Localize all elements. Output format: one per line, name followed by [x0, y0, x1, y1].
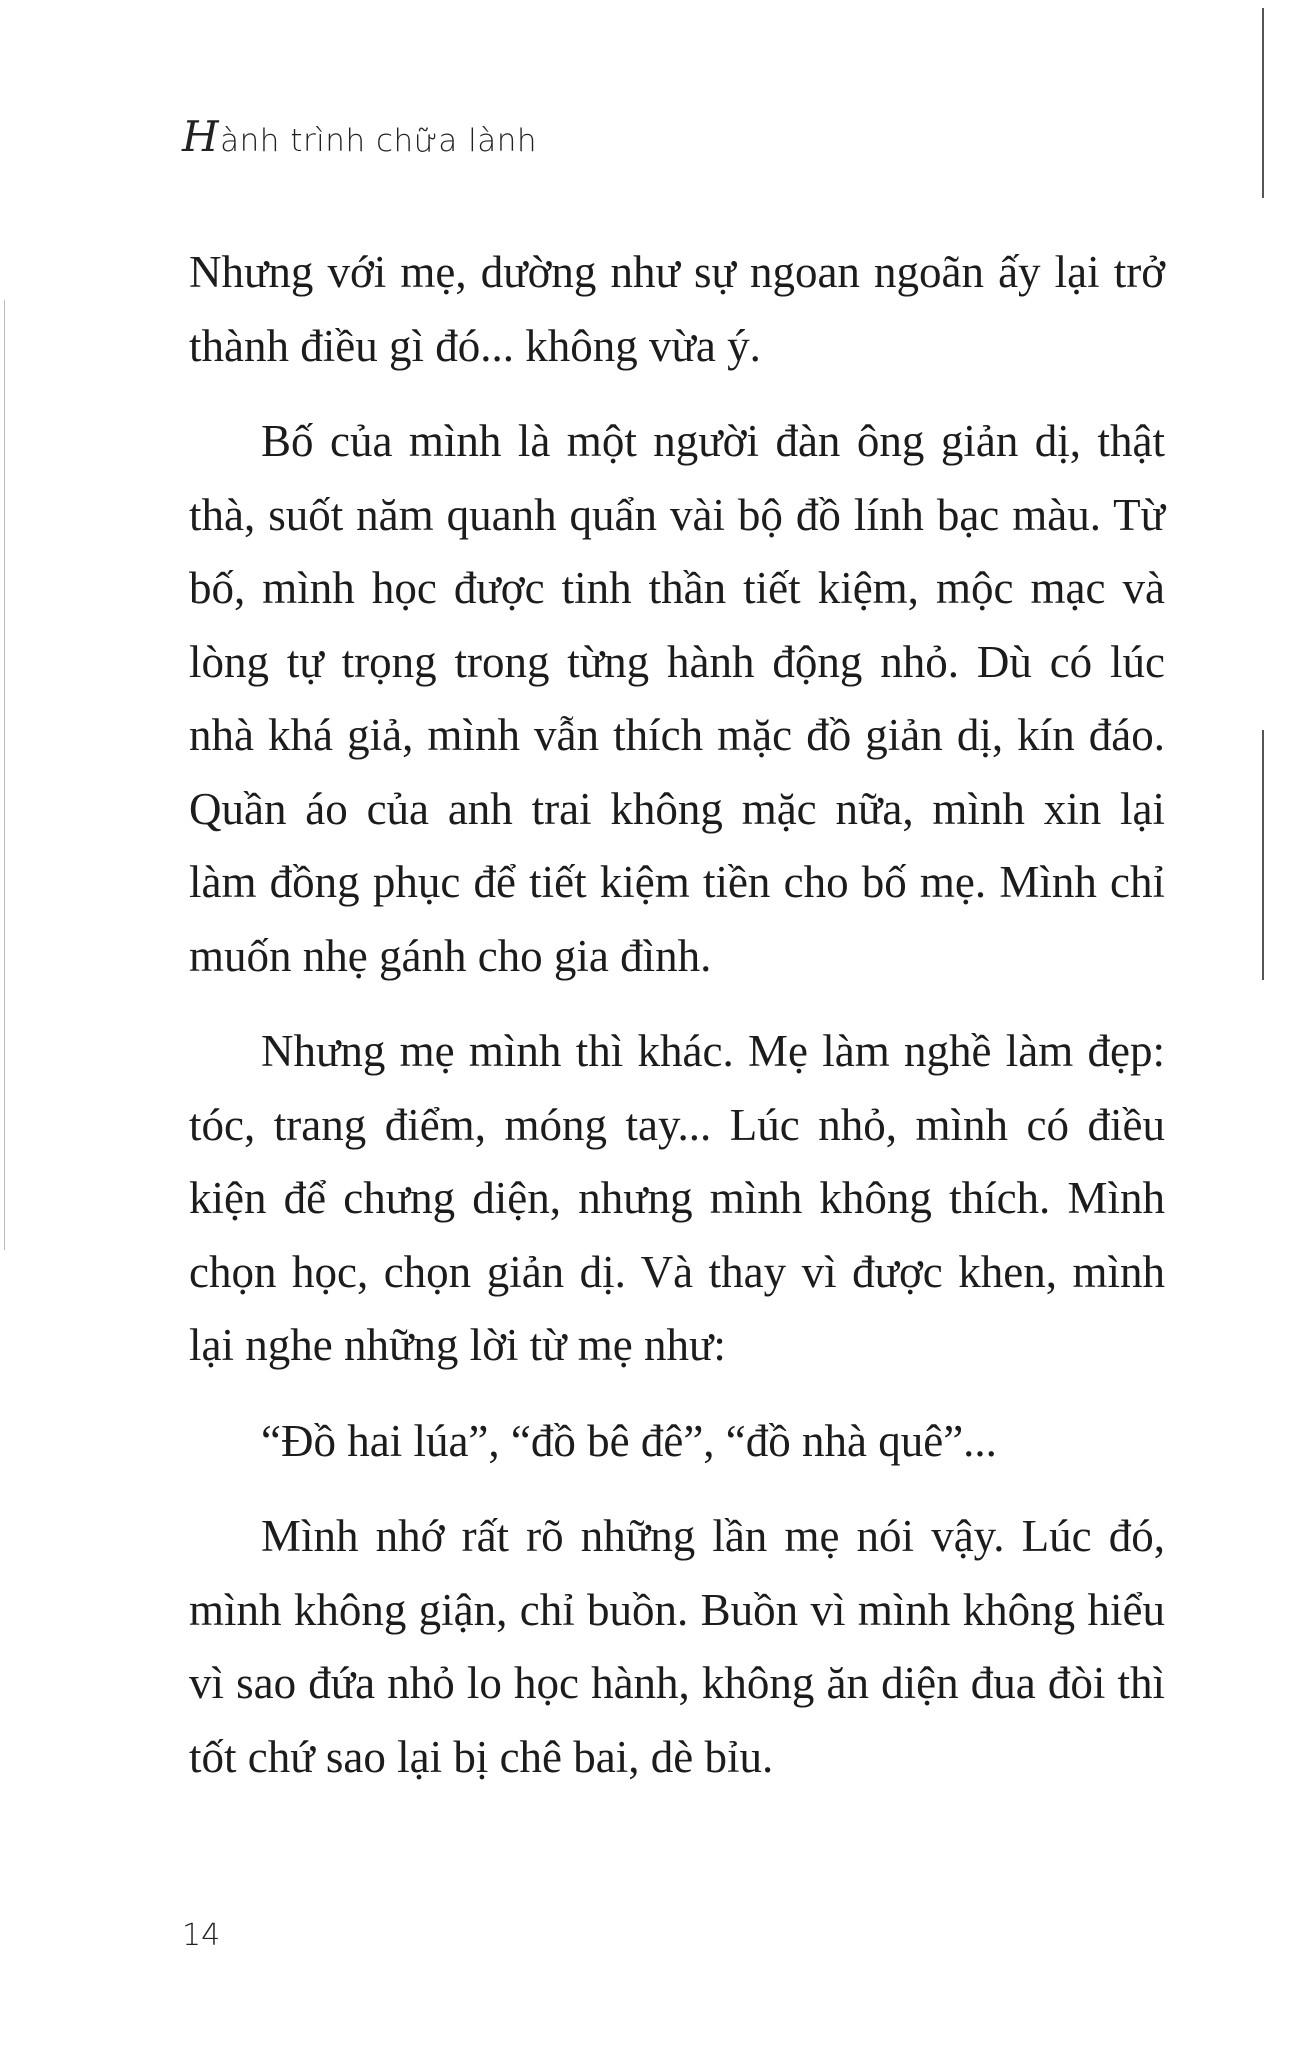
scan-edge-line: [1262, 730, 1264, 980]
paragraph: Mình nhớ rất rõ những lần mẹ nói vậy. Lúc đó, mình không giận, chỉ buồn. Buồn vì mình không hiểu vì sao đứa nhỏ lo học hành, không ăn diện đua đòi thì tốt chứ sao lại bị chê bai, dè bỉu.: [189, 1511, 1165, 1782]
body-text: [189, 236, 1165, 1816]
header-title: ành trình chữa lành: [220, 123, 538, 159]
header-initial: H: [182, 112, 220, 161]
scan-edge-line: [4, 300, 5, 1250]
paragraph: Nhưng với mẹ, dường như sự ngoan ngoãn ấy lại trở thành điều gì đó... không vừa ý.: [189, 247, 1165, 371]
page-number: 14: [182, 1918, 221, 1953]
scan-edge-line: [1262, 8, 1264, 198]
paragraph: Nhưng mẹ mình thì khác. Mẹ làm nghề làm đẹp: tóc, trang điểm, móng tay... Lúc nhỏ, mình có điều kiện để chưng diện, nhưng mình không thích. Mình chọn học, chọn giản dị. Và thay vì được khen, mình lại nghe những lời từ mẹ như:: [189, 1026, 1165, 1370]
running-header: [182, 112, 537, 161]
paragraph: Bố của mình là một người đàn ông giản dị, thật thà, suốt năm quanh quẩn vài bộ đồ lính bạc màu. Từ bố, mình học được tinh thần tiết kiệm, mộc mạc và lòng tự trọng trong từng hành động nhỏ. Dù có lúc nhà khá giả, mình vẫn thích mặc đồ giản dị, kín đáo. Quần áo của anh trai không mặc nữa, mình xin lại làm đồng phục để tiết kiệm tiền cho bố mẹ. Mình chỉ muốn nhẹ gánh cho gia đình.: [189, 416, 1165, 981]
quote-paragraph: “Đồ hai lúa”, “đồ bê đê”, “đồ nhà quê”...: [261, 1415, 997, 1466]
